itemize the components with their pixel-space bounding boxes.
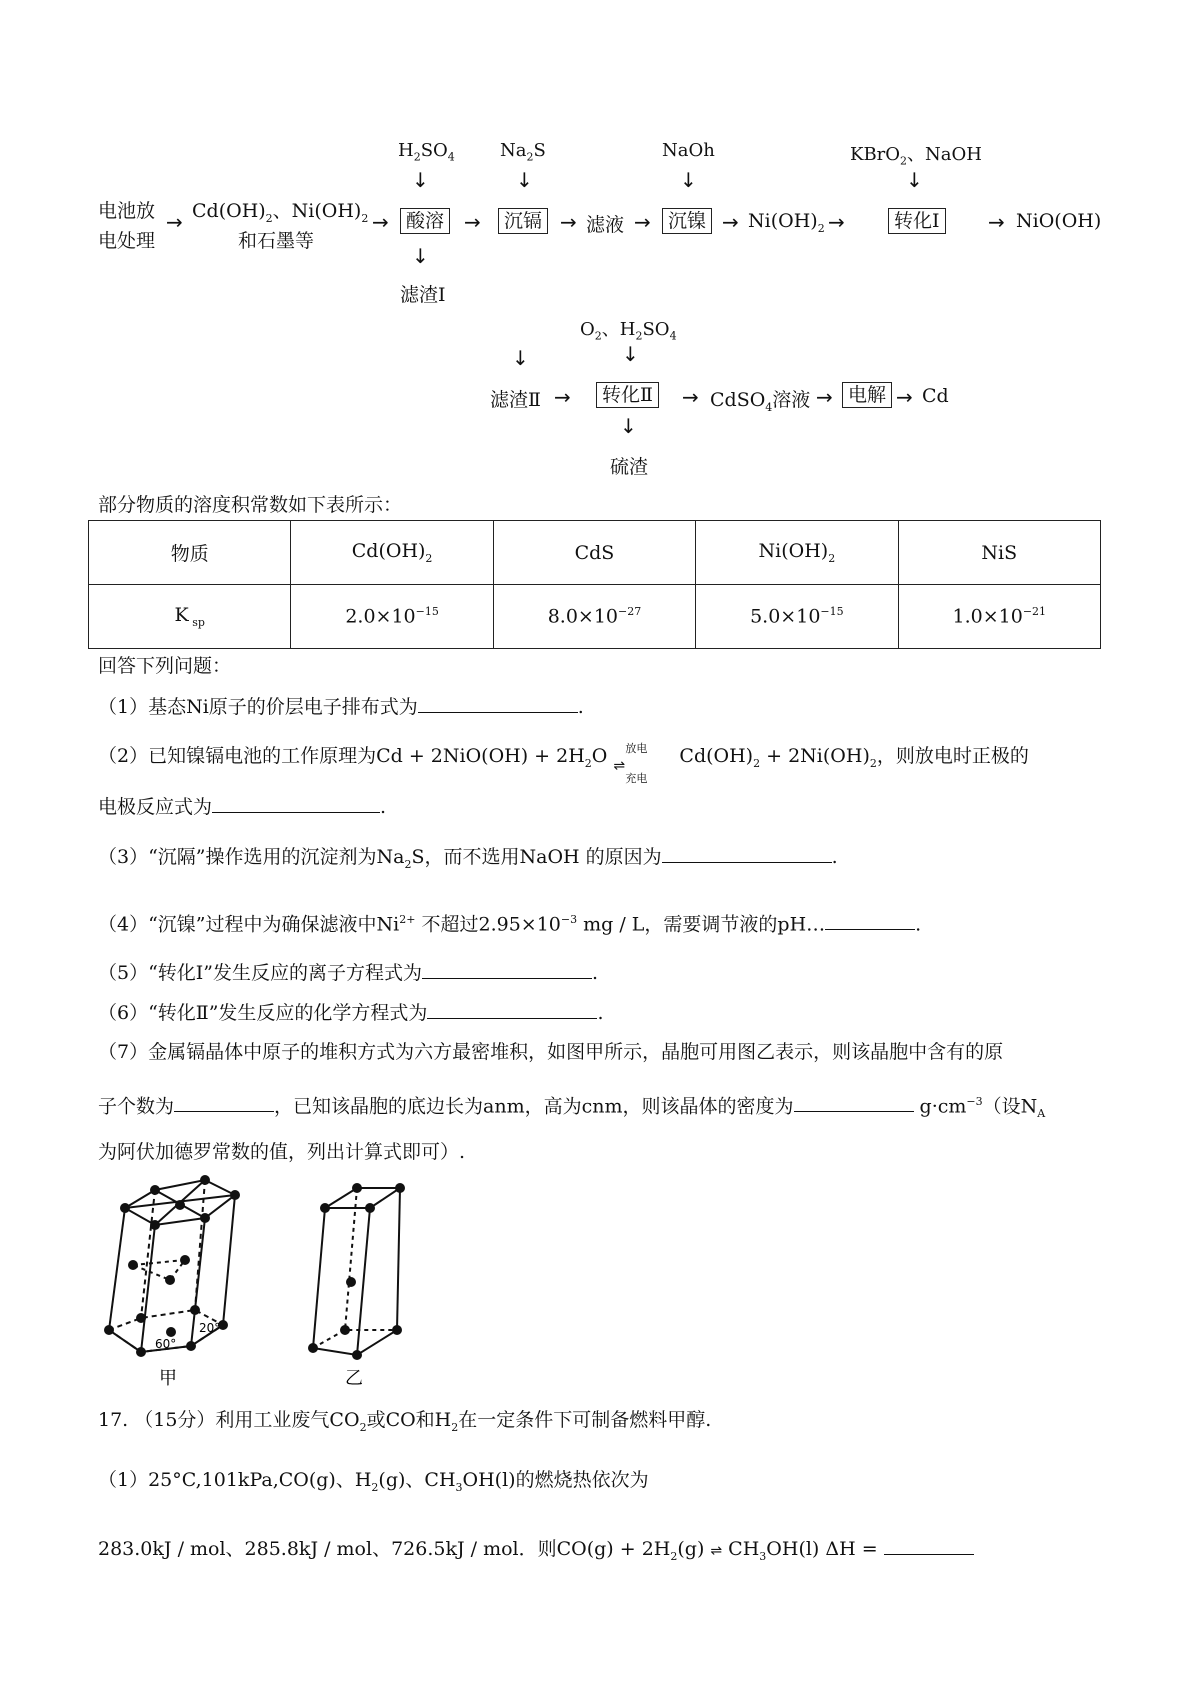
step-convert1: 转化Ⅰ xyxy=(888,208,946,234)
question-1: （1）基态Ni原子的价层电子排布式为 . xyxy=(98,696,584,718)
question-2-line2: 电极反应式为 . xyxy=(98,796,387,818)
crystal-figures xyxy=(95,1170,455,1390)
unit-cell-figure xyxy=(313,1188,400,1355)
table-row-label: K $_{sp}$ xyxy=(89,585,291,649)
step-convert2: 转化Ⅱ xyxy=(596,382,659,408)
table-cell: $1.0\times 10^{-21}$ xyxy=(898,585,1100,649)
ksp-table xyxy=(88,520,1101,649)
question-2-line1: （2）已知镍镉电池的工作原理为$Cd + 2NiO(OH) + 2H_2O$ 放电 ⇌ 充电 $Cd(OH)_2 + 2Ni(OH)_2$，则放电时正极的 xyxy=(98,744,1029,776)
figure-label-jia: 甲 xyxy=(159,1368,177,1389)
q7-text-b: ，已知该晶胞的底边长为anm，高为cnm，则该晶体的密度为 xyxy=(274,1095,794,1118)
table-header-cell: CdS xyxy=(493,521,695,585)
table-header-cell: $Ni(OH)_2$ xyxy=(696,521,898,585)
reagent-h2so4: $H_2SO_4$ xyxy=(398,140,455,164)
arrow-right-icon: → xyxy=(166,210,183,234)
question-6-text: （6）“转化Ⅱ”发生反应的化学方程式为 xyxy=(98,1002,428,1024)
equilibrium-arrow-icon: ⇌ xyxy=(710,1543,723,1559)
product-nioh2: $Ni(OH)_2$ xyxy=(748,210,825,235)
q7-text-a: 子个数为 xyxy=(98,1095,175,1118)
sulfur-residue: 硫渣 xyxy=(610,456,649,478)
table-cell: $5.0\times 10^{-15}$ xyxy=(696,585,898,649)
reagent-na2s: $Na_2S$ xyxy=(500,140,546,164)
answer-blank[interactable] xyxy=(825,911,915,930)
question-7-line3: 为阿伏加德罗常数的值，列出计算式即可）. xyxy=(98,1141,466,1163)
step-electrolysis: 电解 xyxy=(842,382,892,408)
table-cell: $8.0\times 10^{-27}$ xyxy=(493,585,695,649)
arrow-down-icon: ↓ xyxy=(412,168,429,192)
product-cdso4: CdSO$_4$溶液 xyxy=(710,389,811,414)
question-17-title: 17. （15分）利用工业废气$CO_2$或CO和$H_2$在一定条件下可制备燃料甲醇. xyxy=(98,1409,712,1434)
answer-blank[interactable] xyxy=(794,1093,914,1112)
table-header-cell: $Cd(OH)_2$ xyxy=(291,521,493,585)
arrow-right-icon: → xyxy=(722,210,739,234)
discharge-label: 放电 xyxy=(625,742,648,755)
start-line2: 电处理 xyxy=(98,230,156,252)
reagent-kbro2-naoh: KBrO$_2$、NaOH xyxy=(850,144,982,168)
question-3: （3）“沉隔”操作选用的沉淀剂为$Na_2S$，而不选用NaOH 的原因为 . xyxy=(98,846,838,871)
arrow-right-icon: → xyxy=(560,210,577,234)
product-cd: Cd xyxy=(922,385,949,407)
arrow-right-icon: → xyxy=(464,210,481,234)
residue2: 滤渣Ⅱ xyxy=(490,389,541,411)
figure-label-yi: 乙 xyxy=(345,1368,363,1389)
reversible-arrow xyxy=(607,742,673,785)
question-7-line2: 子个数为 ，已知该晶胞的底边长为anm，高为cnm，则该晶体的密度为 $g\cdot cm^{-3}$（设$N_A$ xyxy=(98,1095,1046,1121)
question-17-part1: （1）25°C,101kPa,CO(g)、$H_2(g)$、$CH_3OH(l)$的燃烧热依次为 xyxy=(98,1469,649,1494)
angle-60-label: 60° xyxy=(155,1337,177,1351)
question-5: （5）“转化Ⅰ”发生反应的离子方程式为 . xyxy=(98,962,599,984)
question-4: （4）“沉镍”过程中为确保滤液中$Ni^{2+}$ 不超过$2.95\times 10^{-3}$ mg / L，需要调节液的pH… . xyxy=(98,913,922,936)
arrow-right-icon: → xyxy=(372,210,389,234)
arrow-down-icon: ↓ xyxy=(412,244,429,268)
table-header-cell: 物质 xyxy=(89,521,291,585)
filtrate: 滤液 xyxy=(586,214,625,236)
arrow-right-icon: → xyxy=(828,210,845,234)
product-niooh: NiO(OH) xyxy=(1016,210,1102,232)
table-header-cell: NiS xyxy=(898,521,1100,585)
questions-intro: 回答下列问题： xyxy=(98,655,232,677)
arrow-down-icon: ↓ xyxy=(516,168,533,192)
arrow-right-icon: → xyxy=(634,210,651,234)
arrow-down-icon: ↓ xyxy=(680,168,697,192)
material-line2: 和石墨等 xyxy=(238,230,315,252)
answer-blank[interactable] xyxy=(174,1093,274,1112)
answer-blank[interactable] xyxy=(662,844,832,863)
arrow-right-icon: → xyxy=(682,385,699,409)
answer-blank[interactable] xyxy=(884,1536,974,1555)
arrow-right-icon: → xyxy=(554,385,571,409)
step-acid-dissolve: 酸溶 xyxy=(400,208,450,234)
table-cell: $2.0\times 10^{-15}$ xyxy=(291,585,493,649)
arrow-down-icon: ↓ xyxy=(906,168,923,192)
question-17-part1-data: 283.0kJ / mol、285.8kJ / mol、726.5kJ / mol．则$CO(g) + 2H_2(g)$ ⇌ $CH_3OH(l) \Delta H$ = xyxy=(98,1536,974,1569)
start-line1: 电池放 xyxy=(98,200,156,222)
residue1: 滤渣Ⅰ xyxy=(400,284,446,306)
arrow-down-icon: ↓ xyxy=(512,346,529,370)
question-7-line1: （7）金属镉晶体中原子的堆积方式为六方最密堆积，如图甲所示，晶胞可用图乙表示，则该晶胞中含有的原 xyxy=(98,1041,1004,1063)
answer-blank[interactable] xyxy=(422,960,592,979)
answer-blank[interactable] xyxy=(418,694,578,713)
arrow-down-icon: ↓ xyxy=(622,342,639,366)
charge-label: 充电 xyxy=(625,772,648,785)
question-5-text: （5）“转化Ⅰ”发生反应的离子方程式为 xyxy=(98,962,423,984)
equilibrium-arrow-icon: ⇌ xyxy=(613,758,626,774)
step-ni-precip: 沉镍 xyxy=(662,208,712,234)
answer-blank[interactable] xyxy=(212,794,380,813)
material-line1: $Cd(OH)_2$、$Ni(OH)_2$ xyxy=(192,200,369,225)
question-6: （6）“转化Ⅱ”发生反应的化学方程式为 . xyxy=(98,1002,604,1024)
arrow-right-icon: → xyxy=(896,385,913,409)
table-header-row xyxy=(89,521,1101,585)
angle-20-label: 20° xyxy=(199,1321,221,1335)
reagent-naoh: NaOh xyxy=(662,140,715,161)
arrow-right-icon: → xyxy=(988,210,1005,234)
answer-blank[interactable] xyxy=(427,1000,597,1019)
table-intro: 部分物质的溶度积常数如下表所示： xyxy=(98,494,403,516)
step-cd-precip: 沉镉 xyxy=(498,208,548,234)
table-row xyxy=(89,585,1101,649)
arrow-right-icon: → xyxy=(816,385,833,409)
arrow-down-icon: ↓ xyxy=(620,414,637,438)
reagent-o2-h2so4: $O_2$、$H_2SO_4$ xyxy=(580,319,677,343)
